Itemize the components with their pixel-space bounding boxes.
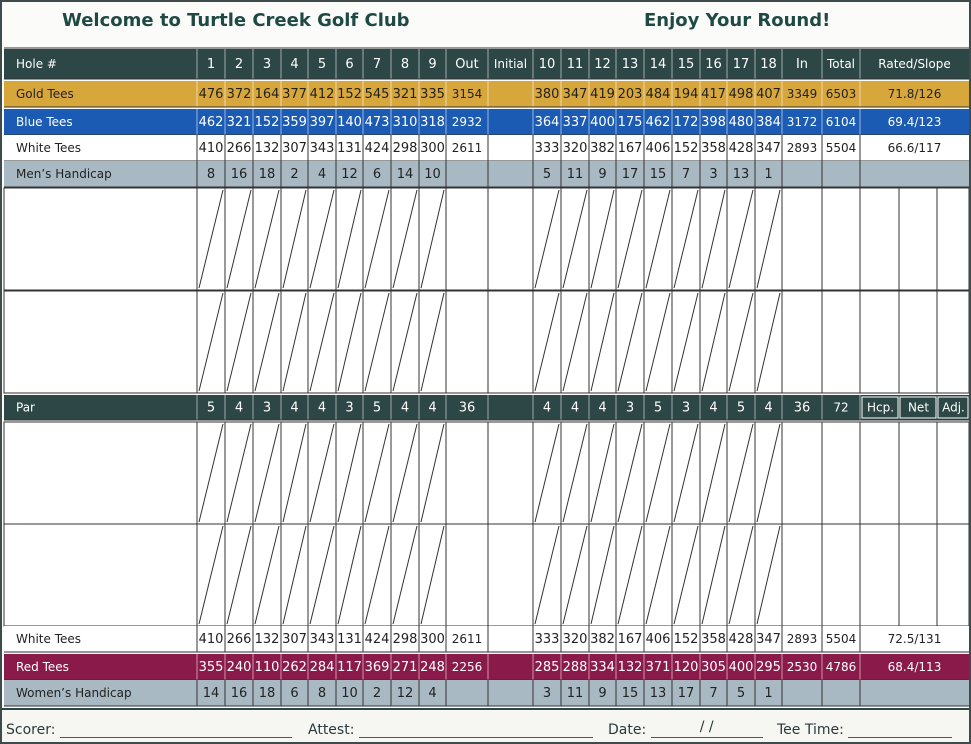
cell-value: 4 (428, 686, 437, 701)
cell-value: 10 (538, 57, 556, 72)
cell-value: 8 (206, 167, 216, 182)
cell-value: 11 (566, 57, 584, 72)
cell-value: 17 (677, 686, 695, 701)
row-label: White Tees (16, 632, 82, 646)
cell-value: 240 (226, 660, 252, 675)
cell-value: 424 (364, 632, 390, 647)
cell-value: 4 (290, 57, 299, 72)
cell-value: 16 (705, 57, 722, 72)
cell-value: 175 (617, 115, 643, 130)
cell-value: 298 (392, 141, 418, 156)
signature-bar (2, 708, 969, 744)
cell-value: 36 (793, 400, 811, 416)
cell-value: 3 (709, 167, 718, 182)
cell-value: 355 (198, 660, 224, 675)
cell-value: 5 (542, 167, 552, 182)
cell-value: 18 (258, 686, 276, 701)
cell-value: Out (455, 57, 479, 72)
cell-value: 295 (756, 660, 781, 675)
cell-value: 5 (372, 400, 382, 416)
cell-value: 424 (364, 141, 390, 156)
cell-value: 307 (282, 141, 307, 156)
white-tees-bottom-row (4, 626, 969, 652)
cell-value: 372 (226, 87, 252, 102)
cell-value: 2611 (451, 632, 483, 646)
cell-value: 69.4/123 (887, 115, 942, 129)
cell-value: 358 (701, 141, 726, 156)
cell-value: 2 (372, 686, 382, 701)
cell-value: 4 (234, 400, 244, 416)
cell-value: 120 (673, 660, 699, 675)
cell-value: 4 (317, 400, 327, 416)
cell-value: 333 (534, 632, 560, 647)
cell-value: 1 (764, 686, 773, 701)
tee-time-label: Tee Time: (777, 722, 844, 738)
cell-value: 7 (681, 167, 691, 182)
cell-value: 318 (420, 115, 445, 130)
cell-value: 462 (645, 115, 671, 130)
cell-value: 15 (621, 686, 639, 701)
cell-value: 4 (570, 400, 580, 416)
cell-value: 16 (230, 686, 248, 701)
cell-value: 5 (736, 400, 746, 416)
welcome-title: Welcome to Turtle Creek Golf Club (62, 10, 410, 31)
date-line (651, 719, 763, 738)
cell-value: 68.4/113 (887, 660, 942, 674)
cell-value: 428 (728, 632, 754, 647)
cell-value: 5504 (825, 632, 857, 646)
cell-value: 6 (372, 167, 382, 182)
cell-value: 417 (701, 87, 726, 102)
cell-value: 4 (428, 400, 437, 416)
cell-value: 2 (290, 167, 299, 182)
row-label: Blue Tees (16, 115, 73, 129)
cell-value: 321 (392, 87, 418, 102)
cell-value: 4 (400, 400, 410, 416)
cell-value: 12 (341, 167, 358, 182)
cell-value: 9 (598, 167, 607, 182)
cell-value: 15 (649, 167, 667, 182)
cell-value: 271 (392, 660, 418, 675)
cell-value: 152 (673, 632, 699, 647)
score-grid (2, 2, 969, 708)
cell-value: 18 (760, 57, 777, 72)
tee-time-line (848, 723, 952, 738)
cell-value: 13 (649, 686, 667, 701)
cell-value: 72.5/131 (887, 632, 942, 646)
par-extra-cell: Hcp. (866, 400, 895, 415)
cell-value: 359 (282, 115, 307, 130)
cell-value: 131 (337, 632, 362, 647)
cell-value: 71.8/126 (887, 87, 942, 101)
cell-value: 5 (653, 400, 663, 416)
cell-value: 117 (337, 660, 362, 675)
cell-value: 4 (317, 167, 327, 182)
par-row (4, 395, 969, 420)
cell-value: 347 (562, 87, 588, 102)
attest-field[interactable] (308, 722, 593, 738)
cell-value: 140 (337, 115, 362, 130)
cell-value: 307 (282, 632, 307, 647)
cell-value: 343 (309, 632, 335, 647)
row-label: Gold Tees (16, 87, 74, 101)
cell-value: 10 (341, 686, 358, 701)
cell-value: 400 (728, 660, 754, 675)
cell-value: 4 (290, 400, 299, 416)
cell-value: 110 (254, 660, 280, 675)
cell-value: 17 (732, 57, 750, 72)
cell-value: 382 (590, 632, 615, 647)
blue-tees-row (4, 109, 969, 135)
cell-value: 4 (542, 400, 552, 416)
gold-tees-row (4, 81, 969, 107)
cell-value: 4 (764, 400, 773, 416)
cell-value: 321 (226, 115, 252, 130)
cell-value: 1 (206, 57, 216, 72)
hole-number-row (4, 49, 969, 79)
cell-value: 4786 (825, 660, 857, 674)
cell-value: 473 (364, 115, 390, 130)
cell-value: 2932 (451, 115, 483, 129)
mens-handicap-row (4, 161, 969, 187)
cell-value: 17 (621, 167, 639, 182)
cell-value: 6104 (825, 115, 857, 129)
cell-value: 305 (701, 660, 726, 675)
cell-value: 2893 (786, 632, 818, 646)
cell-value: 72 (833, 400, 849, 415)
cell-value: 407 (756, 87, 781, 102)
cell-value: 5504 (825, 141, 857, 155)
cell-value: 14 (396, 167, 414, 182)
cell-value: 2256 (451, 660, 483, 674)
cell-value: 15 (677, 57, 695, 72)
cell-value: 36 (458, 400, 476, 416)
cell-value: 132 (617, 660, 643, 675)
cell-value: 13 (621, 57, 639, 72)
cell-value: 347 (756, 141, 781, 156)
tee-time-field[interactable] (777, 722, 952, 738)
cell-value: 300 (420, 632, 445, 647)
cell-value: 12 (396, 686, 414, 701)
cell-value: 9 (428, 57, 437, 72)
cell-value: 14 (202, 686, 220, 701)
cell-value: 364 (534, 115, 560, 130)
cell-value: 4 (709, 400, 718, 416)
cell-value: 2611 (451, 141, 483, 155)
cell-value: 3 (681, 400, 691, 416)
cell-value: 13 (732, 167, 750, 182)
cell-value: 428 (728, 141, 754, 156)
scorer-line (60, 723, 292, 738)
cell-value: 400 (590, 115, 615, 130)
cell-value: 3 (262, 400, 272, 416)
date-label: Date: (608, 722, 647, 738)
cell-value: 462 (198, 115, 224, 130)
par-extra-cell: Net (907, 400, 930, 415)
row-label: Par (16, 400, 35, 415)
cell-value: 18 (258, 167, 276, 182)
cell-value: Total (826, 57, 856, 71)
score-entry-row[interactable] (4, 524, 969, 626)
cell-value: 164 (254, 87, 280, 102)
cell-value: 14 (649, 57, 667, 72)
cell-value: 419 (590, 87, 615, 102)
cell-value: 298 (392, 632, 418, 647)
cell-value: 397 (309, 115, 335, 130)
scorer-label: Scorer: (6, 722, 56, 738)
cell-value: 300 (420, 141, 445, 156)
cell-value: 11 (566, 686, 584, 701)
par-extra-cell: Adj. (942, 400, 965, 415)
cell-value: 480 (728, 115, 754, 130)
cell-value: Rated/Slope (878, 57, 951, 71)
cell-value: 248 (420, 660, 445, 675)
cell-value: 406 (645, 141, 671, 156)
cell-value: 3 (542, 686, 552, 701)
cell-value: 377 (282, 87, 307, 102)
row-label: White Tees (16, 141, 82, 155)
cell-value: 194 (673, 87, 699, 102)
cell-value: 285 (534, 660, 560, 675)
cell-value: 266 (226, 632, 252, 647)
cell-value: 3172 (786, 115, 818, 129)
cell-value: 1 (764, 167, 773, 182)
cell-value: 167 (617, 141, 643, 156)
row-label: Men’s Handicap (16, 167, 112, 181)
cell-value: 5 (206, 400, 216, 416)
cell-value: 369 (364, 660, 390, 675)
cell-value: 484 (645, 87, 671, 102)
cell-value: 410 (198, 632, 224, 647)
cell-value: 3349 (786, 87, 818, 101)
cell-value: 398 (701, 115, 726, 130)
cell-value: 203 (617, 87, 643, 102)
row-label: Hole # (16, 57, 57, 71)
score-entry-row[interactable] (4, 291, 969, 393)
attest-label: Attest: (308, 722, 355, 738)
cell-value: 2 (234, 57, 244, 72)
cell-value: 320 (562, 141, 588, 156)
cell-value: 284 (309, 660, 335, 675)
cell-value: 167 (617, 632, 643, 647)
date-field[interactable] (608, 719, 763, 738)
cell-value: 410 (198, 141, 224, 156)
score-entry-row[interactable] (4, 422, 969, 524)
cell-value: 358 (701, 632, 726, 647)
cell-value: 262 (282, 660, 307, 675)
cell-value: 152 (673, 141, 699, 156)
cell-value: 10 (424, 167, 441, 182)
cell-value: 12 (594, 57, 611, 72)
cell-value: 412 (309, 87, 335, 102)
cell-value: In (795, 57, 809, 72)
cell-value: 4 (598, 400, 607, 416)
cell-value: 382 (590, 141, 615, 156)
cell-value: 132 (254, 141, 280, 156)
cell-value: 132 (254, 632, 280, 647)
cell-value: 7 (372, 57, 382, 72)
cell-value: 3 (345, 400, 354, 416)
cell-value: 2530 (786, 660, 818, 674)
cell-value: 6503 (825, 87, 857, 101)
cell-value: 320 (562, 632, 588, 647)
cell-value: 310 (392, 115, 418, 130)
row-label: Red Tees (16, 660, 69, 674)
cell-value: 5 (736, 686, 746, 701)
cell-value: 9 (598, 686, 607, 701)
row-label: Women’s Handicap (16, 686, 132, 700)
red-tees-row (4, 654, 969, 680)
attest-line (359, 723, 593, 738)
cell-value: 406 (645, 632, 671, 647)
cell-value: 3 (625, 400, 635, 416)
cell-value: 334 (590, 660, 615, 675)
cell-value: 347 (756, 632, 781, 647)
enjoy-title: Enjoy Your Round! (644, 10, 831, 31)
cell-value: 6 (290, 686, 299, 701)
cell-value: 8 (317, 686, 327, 701)
cell-value: 333 (534, 141, 560, 156)
cell-value: 476 (198, 87, 224, 102)
cell-value: 7 (709, 686, 718, 701)
cell-value: Initial (493, 57, 528, 71)
cell-value: 498 (728, 87, 754, 102)
cell-value: 131 (337, 141, 362, 156)
cell-value: 66.6/117 (887, 141, 942, 155)
score-entry-row[interactable] (4, 188, 969, 290)
date-separators: / / (699, 719, 714, 735)
cell-value: 380 (534, 87, 560, 102)
cell-value: 3154 (451, 87, 483, 101)
cell-value: 5 (317, 57, 327, 72)
cell-value: 2893 (786, 141, 818, 155)
cell-value: 172 (673, 115, 699, 130)
cell-value: 337 (562, 115, 588, 130)
cell-value: 3 (262, 57, 272, 72)
cell-value: 384 (756, 115, 781, 130)
cell-value: 335 (420, 87, 445, 102)
scorer-field[interactable] (6, 722, 292, 738)
cell-value: 266 (226, 141, 252, 156)
white-tees-row (4, 135, 969, 161)
cell-value: 8 (400, 57, 410, 72)
cell-value: 16 (230, 167, 248, 182)
cell-value: 288 (562, 660, 588, 675)
womens-handicap-row (4, 680, 969, 706)
cell-value: 11 (566, 167, 584, 182)
cell-value: 371 (645, 660, 671, 675)
cell-value: 152 (254, 115, 280, 130)
cell-value: 343 (309, 141, 335, 156)
cell-value: 545 (364, 87, 390, 102)
cell-value: 152 (337, 87, 362, 102)
cell-value: 6 (345, 57, 354, 72)
